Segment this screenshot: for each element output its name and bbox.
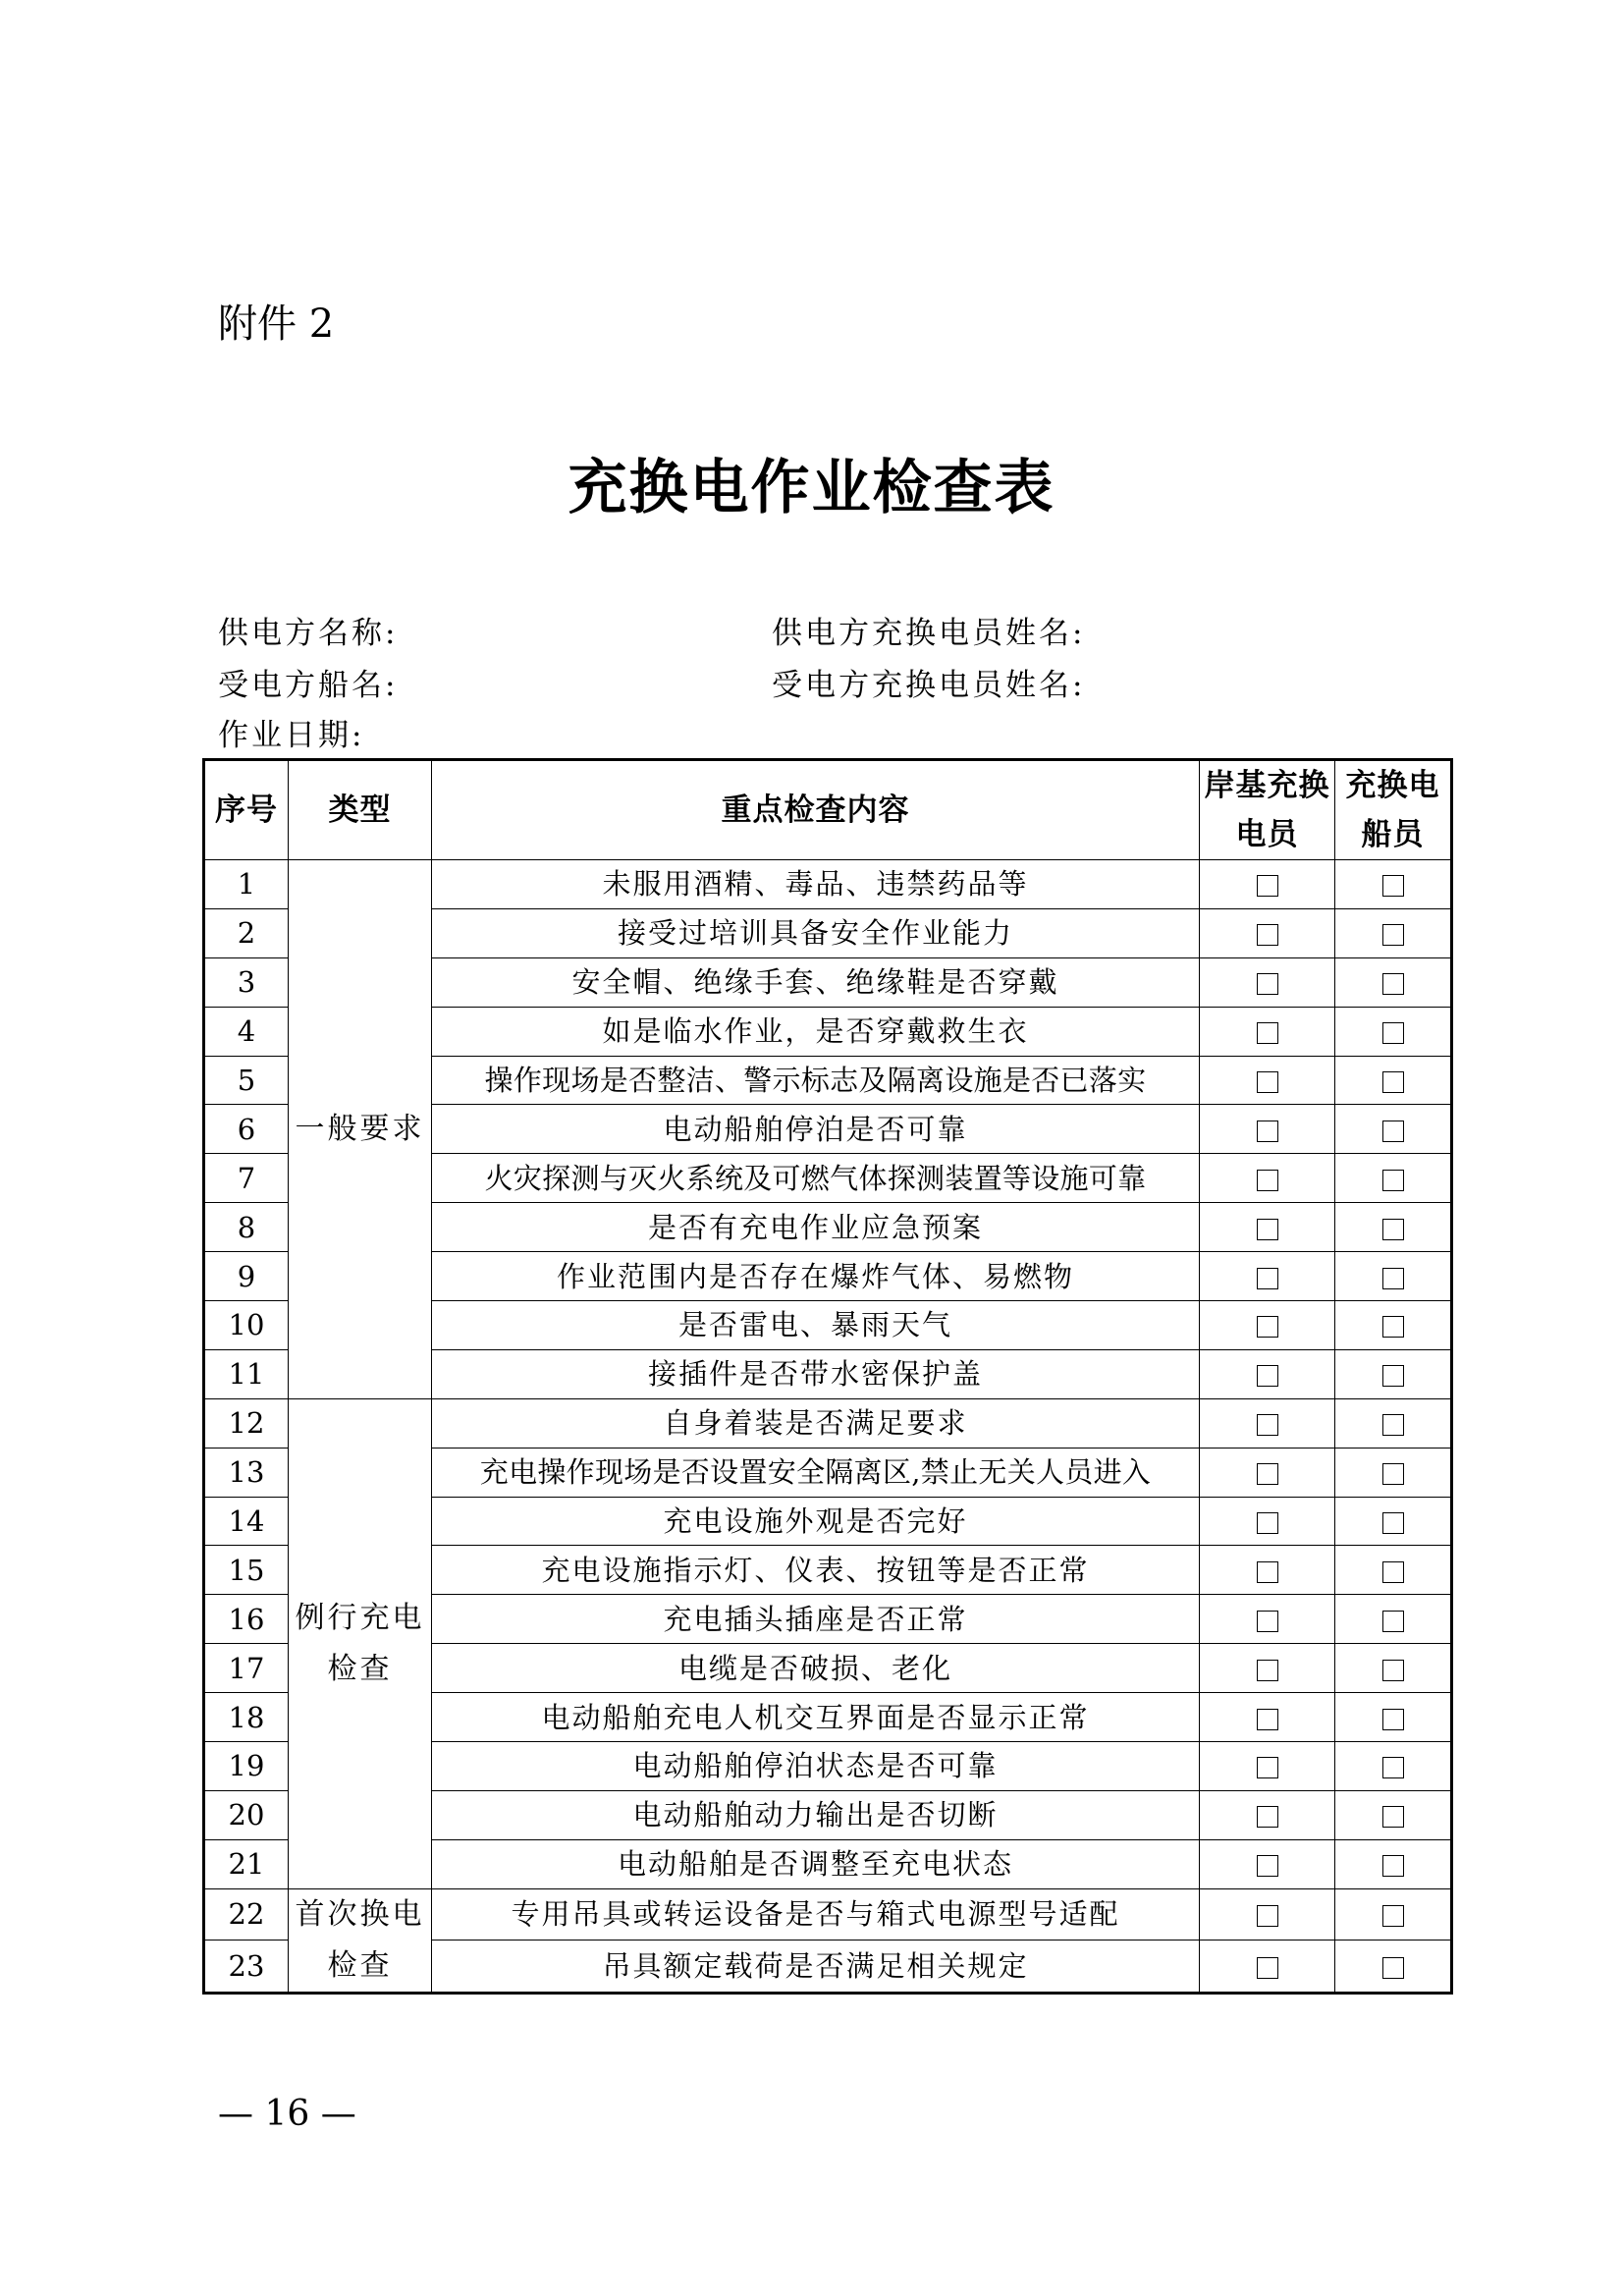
ship-crew-checkbox[interactable]: [1382, 1268, 1404, 1289]
check-content: 接插件是否带水密保护盖: [432, 1349, 1200, 1398]
check-content: 未服用酒精、毒品、违禁药品等: [432, 860, 1200, 909]
shore-staff-checkbox-cell: [1200, 1595, 1335, 1644]
ship-crew-checkbox[interactable]: [1382, 1561, 1404, 1583]
page-number: — 16 —: [218, 2094, 356, 2134]
ship-crew-checkbox[interactable]: [1382, 1512, 1404, 1534]
check-content: 电动船舶停泊状态是否可靠: [432, 1742, 1200, 1791]
shore-staff-checkbox[interactable]: [1257, 1905, 1278, 1927]
shore-staff-checkbox-cell: [1200, 1941, 1335, 1994]
row-number: 16: [204, 1595, 289, 1644]
type-general: [289, 860, 432, 1399]
ship-crew-checkbox-cell: [1335, 1497, 1452, 1546]
row-number: 8: [204, 1203, 289, 1252]
row-number: 3: [204, 957, 289, 1007]
ship-crew-checkbox[interactable]: [1382, 875, 1404, 897]
shore-staff-checkbox[interactable]: [1257, 1414, 1278, 1436]
ship-crew-checkbox-cell: [1335, 1839, 1452, 1888]
shore-staff-checkbox[interactable]: [1257, 1268, 1278, 1289]
ship-crew-checkbox-cell: [1335, 1349, 1452, 1398]
ship-crew-checkbox-cell: [1335, 1693, 1452, 1742]
shore-staff-checkbox-cell: [1200, 1301, 1335, 1350]
shore-staff-checkbox[interactable]: [1257, 1463, 1278, 1485]
check-content: 电动船舶停泊是否可靠: [432, 1105, 1200, 1154]
header-shore-staff: [1200, 760, 1335, 860]
check-content: 如是临水作业，是否穿戴救生衣: [432, 1007, 1200, 1056]
ship-crew-checkbox[interactable]: [1382, 1316, 1404, 1338]
header-shore-line2: 电员: [1235, 817, 1299, 852]
ship-crew-checkbox[interactable]: [1382, 1219, 1404, 1240]
ship-crew-checkbox-cell: [1335, 1790, 1452, 1839]
row-number: 4: [204, 1007, 289, 1056]
shore-staff-checkbox-cell: [1200, 1546, 1335, 1595]
row-number: 12: [204, 1398, 289, 1448]
ship-crew-checkbox-cell: [1335, 860, 1452, 909]
shore-staff-checkbox[interactable]: [1257, 1022, 1278, 1044]
ship-crew-checkbox-cell: [1335, 1301, 1452, 1350]
row-number: 22: [204, 1888, 289, 1940]
ship-crew-checkbox-cell: [1335, 1941, 1452, 1994]
ship-crew-checkbox[interactable]: [1382, 1611, 1404, 1632]
check-content: 电动船舶动力输出是否切断: [432, 1790, 1200, 1839]
table-row: [204, 1398, 1452, 1448]
shore-staff-checkbox[interactable]: [1257, 1709, 1278, 1730]
check-content: 充电操作现场是否设置安全隔离区,禁止无关人员进入: [432, 1448, 1200, 1497]
ship-crew-checkbox[interactable]: [1382, 1660, 1404, 1681]
table-row: [204, 860, 1452, 909]
type-first-swap: [289, 1888, 432, 1993]
shore-staff-checkbox[interactable]: [1257, 1170, 1278, 1191]
ship-crew-checkbox-cell: [1335, 1056, 1452, 1105]
type-label: 检查: [327, 1651, 393, 1686]
row-number: 9: [204, 1252, 289, 1301]
shore-staff-checkbox[interactable]: [1257, 1611, 1278, 1632]
ship-crew-checkbox[interactable]: [1382, 1022, 1404, 1044]
header-shore-line1: 岸基充换: [1204, 768, 1330, 803]
inspection-table: [202, 758, 1453, 1995]
ship-crew-checkbox-cell: [1335, 1154, 1452, 1203]
shore-staff-checkbox-cell: [1200, 1398, 1335, 1448]
shore-staff-checkbox-cell: [1200, 1007, 1335, 1056]
row-number: 10: [204, 1301, 289, 1350]
ship-crew-checkbox[interactable]: [1382, 1905, 1404, 1927]
table-body: [204, 860, 1452, 1994]
shore-staff-checkbox[interactable]: [1257, 1219, 1278, 1240]
shore-staff-checkbox-cell: [1200, 860, 1335, 909]
shore-staff-checkbox-cell: [1200, 1742, 1335, 1791]
shore-staff-checkbox[interactable]: [1257, 1316, 1278, 1338]
ship-crew-checkbox[interactable]: [1382, 1121, 1404, 1142]
ship-crew-checkbox-cell: [1335, 908, 1452, 957]
shore-staff-checkbox-cell: [1200, 1839, 1335, 1888]
check-content: 电动船舶是否调整至充电状态: [432, 1839, 1200, 1888]
shore-staff-checkbox-cell: [1200, 1252, 1335, 1301]
shore-staff-checkbox[interactable]: [1257, 1561, 1278, 1583]
shore-staff-checkbox-cell: [1200, 1056, 1335, 1105]
shore-staff-checkbox[interactable]: [1257, 1957, 1278, 1979]
shore-staff-checkbox-cell: [1200, 1448, 1335, 1497]
header-ship-crew: [1335, 760, 1452, 860]
check-content: 电缆是否破损、老化: [432, 1644, 1200, 1693]
shore-staff-checkbox-cell: [1200, 1497, 1335, 1546]
row-number: 5: [204, 1056, 289, 1105]
supplier-staff-label: 供电方充换电员姓名:: [772, 616, 1086, 651]
ship-crew-checkbox[interactable]: [1382, 1855, 1404, 1877]
ship-crew-checkbox[interactable]: [1382, 924, 1404, 946]
check-content: 专用吊具或转运设备是否与箱式电源型号适配: [432, 1888, 1200, 1940]
work-date-label: 作业日期:: [218, 718, 365, 753]
row-number: 1: [204, 860, 289, 909]
ship-crew-checkbox[interactable]: [1382, 1365, 1404, 1387]
row-number: 15: [204, 1546, 289, 1595]
ship-crew-checkbox-cell: [1335, 1007, 1452, 1056]
ship-crew-checkbox-cell: [1335, 1448, 1452, 1497]
check-content: 作业范围内是否存在爆炸气体、易燃物: [432, 1252, 1200, 1301]
row-number: 7: [204, 1154, 289, 1203]
document-title: 充换电作业检查表: [568, 454, 1055, 522]
check-content: 自身着装是否满足要求: [432, 1398, 1200, 1448]
check-content: 电动船舶充电人机交互界面是否显示正常: [432, 1693, 1200, 1742]
shore-staff-checkbox[interactable]: [1257, 1121, 1278, 1142]
shore-staff-checkbox-cell: [1200, 1105, 1335, 1154]
ship-crew-checkbox[interactable]: [1382, 1071, 1404, 1093]
row-number: 14: [204, 1497, 289, 1546]
type-routine-charging: [289, 1398, 432, 1888]
type-label: 首次换电: [295, 1896, 425, 1932]
shore-staff-checkbox-cell: [1200, 1693, 1335, 1742]
shore-staff-checkbox[interactable]: [1257, 1855, 1278, 1877]
ship-crew-checkbox-cell: [1335, 1644, 1452, 1693]
ship-crew-checkbox-cell: [1335, 1546, 1452, 1595]
supplier-name-label: 供电方名称:: [218, 616, 399, 651]
type-label: 一般要求: [295, 1111, 425, 1146]
row-number: 21: [204, 1839, 289, 1888]
check-content: 充电设施外观是否完好: [432, 1497, 1200, 1546]
shore-staff-checkbox[interactable]: [1257, 1365, 1278, 1387]
ship-crew-checkbox[interactable]: [1382, 1463, 1404, 1485]
check-content: 充电插头插座是否正常: [432, 1595, 1200, 1644]
check-content: 接受过培训具备安全作业能力: [432, 908, 1200, 957]
ship-crew-checkbox[interactable]: [1382, 973, 1404, 995]
row-number: 2: [204, 908, 289, 957]
check-content: 充电设施指示灯、仪表、按钮等是否正常: [432, 1546, 1200, 1595]
ship-crew-checkbox-cell: [1335, 1203, 1452, 1252]
attachment-label: 附件 2: [218, 301, 335, 347]
check-content: 安全帽、绝缘手套、绝缘鞋是否穿戴: [432, 957, 1200, 1007]
ship-crew-checkbox[interactable]: [1382, 1806, 1404, 1828]
ship-crew-checkbox-cell: [1335, 1398, 1452, 1448]
shore-staff-checkbox[interactable]: [1257, 1757, 1278, 1778]
shore-staff-checkbox-cell: [1200, 1644, 1335, 1693]
header-no: 序号: [204, 760, 289, 860]
shore-staff-checkbox-cell: [1200, 1790, 1335, 1839]
shore-staff-checkbox[interactable]: [1257, 875, 1278, 897]
header-ship-line2: 船员: [1361, 817, 1425, 852]
shore-staff-checkbox[interactable]: [1257, 973, 1278, 995]
table-row: [204, 1888, 1452, 1940]
shore-staff-checkbox[interactable]: [1257, 1512, 1278, 1534]
ship-crew-checkbox[interactable]: [1382, 1414, 1404, 1436]
receiver-staff-label: 受电方充换电员姓名:: [772, 668, 1086, 703]
receiver-ship-label: 受电方船名:: [218, 668, 399, 703]
header-content: 重点检查内容: [432, 760, 1200, 860]
ship-crew-checkbox-cell: [1335, 1595, 1452, 1644]
shore-staff-checkbox[interactable]: [1257, 1806, 1278, 1828]
shore-staff-checkbox[interactable]: [1257, 1660, 1278, 1681]
check-content: 吊具额定载荷是否满足相关规定: [432, 1941, 1200, 1994]
check-content: 操作现场是否整洁、警示标志及隔离设施是否已落实: [432, 1056, 1200, 1105]
row-number: 18: [204, 1693, 289, 1742]
shore-staff-checkbox[interactable]: [1257, 1071, 1278, 1093]
ship-crew-checkbox-cell: [1335, 1888, 1452, 1940]
check-content: 火灾探测与灭火系统及可燃气体探测装置等设施可靠: [432, 1154, 1200, 1203]
ship-crew-checkbox[interactable]: [1382, 1957, 1404, 1979]
row-number: 11: [204, 1349, 289, 1398]
ship-crew-checkbox[interactable]: [1382, 1757, 1404, 1778]
shore-staff-checkbox[interactable]: [1257, 924, 1278, 946]
ship-crew-checkbox-cell: [1335, 1742, 1452, 1791]
ship-crew-checkbox[interactable]: [1382, 1709, 1404, 1730]
check-content: 是否雷电、暴雨天气: [432, 1301, 1200, 1350]
table-header-row: [204, 760, 1452, 860]
row-number: 17: [204, 1644, 289, 1693]
type-label: 检查: [327, 1947, 393, 1983]
ship-crew-checkbox[interactable]: [1382, 1170, 1404, 1191]
ship-crew-checkbox-cell: [1335, 1105, 1452, 1154]
shore-staff-checkbox-cell: [1200, 1888, 1335, 1940]
ship-crew-checkbox-cell: [1335, 1252, 1452, 1301]
row-number: 20: [204, 1790, 289, 1839]
shore-staff-checkbox-cell: [1200, 908, 1335, 957]
row-number: 23: [204, 1941, 289, 1994]
shore-staff-checkbox-cell: [1200, 957, 1335, 1007]
shore-staff-checkbox-cell: [1200, 1154, 1335, 1203]
row-number: 19: [204, 1742, 289, 1791]
row-number: 6: [204, 1105, 289, 1154]
row-number: 13: [204, 1448, 289, 1497]
ship-crew-checkbox-cell: [1335, 957, 1452, 1007]
shore-staff-checkbox-cell: [1200, 1349, 1335, 1398]
header-type: 类型: [289, 760, 432, 860]
header-ship-line1: 充换电: [1345, 768, 1440, 803]
type-label: 例行充电: [295, 1600, 425, 1635]
shore-staff-checkbox-cell: [1200, 1203, 1335, 1252]
check-content: 是否有充电作业应急预案: [432, 1203, 1200, 1252]
